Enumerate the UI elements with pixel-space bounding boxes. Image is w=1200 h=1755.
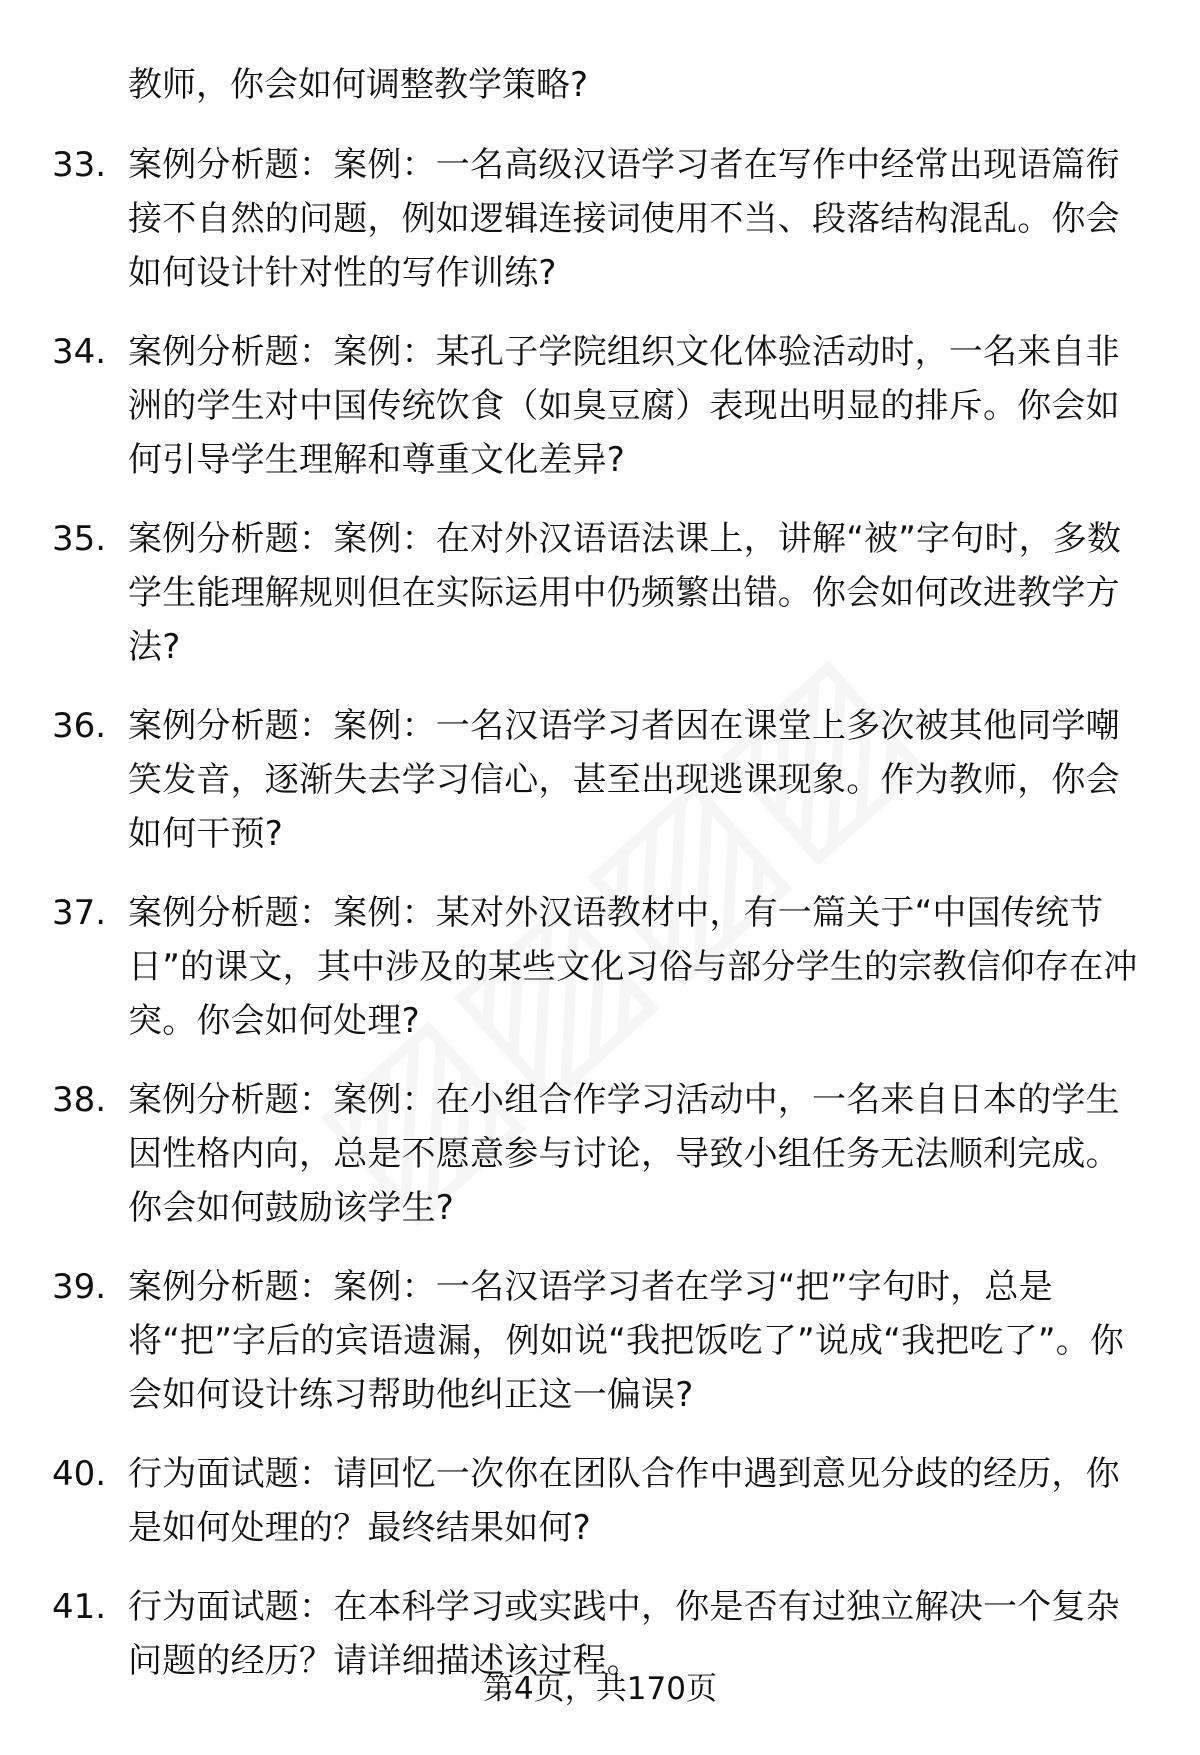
question-item xyxy=(0,1447,1200,1555)
question-number: 41. xyxy=(52,1587,107,1627)
question-item xyxy=(0,1260,1200,1422)
continuation-text: 教师，你会如何调整教学策略? xyxy=(128,65,589,105)
question-text: 案例分析题：案例：一名高级汉语学习者在写作中经常出现语篇衔接不自然的问题，例如逻辑连接词使用不当、段落结构混乱。你会如何设计针对性的写作训练? xyxy=(128,145,1120,293)
question-text: 案例分析题：案例：一名汉语学习者在学习“把”字句时，总是将“把”字后的宾语遗漏，例如说“我把饭吃了”说成“我把吃了”。你会如何设计练习帮助他纠正这一偏误? xyxy=(128,1267,1125,1415)
question-number: 39. xyxy=(52,1267,107,1307)
question-list xyxy=(0,138,1200,1713)
question-number: 36. xyxy=(52,706,107,746)
question-text: 案例分析题：案例：某孔子学院组织文化体验活动时，一名来自非洲的学生对中国传统饮食（如臭豆腐）表现出明显的排斥。你会如何引导学生理解和尊重文化差异? xyxy=(128,332,1120,480)
question-number: 37. xyxy=(52,893,107,933)
question-item xyxy=(0,512,1200,674)
question-item xyxy=(0,1073,1200,1235)
question-number: 35. xyxy=(52,519,107,559)
question-text: 案例分析题：案例：在对外汉语语法课上，讲解“被”字句时，多数学生能理解规则但在实际运用中仍频繁出错。你会如何改进教学方法? xyxy=(128,519,1122,667)
question-text: 案例分析题：案例：某对外汉语教材中，有一篇关于“中国传统节日”的课文，其中涉及的某些文化习俗与部分学生的宗教信仰存在冲突。你会如何处理? xyxy=(128,893,1138,1041)
page-footer: 第4页，共170页 xyxy=(483,1671,717,1707)
question-text: 案例分析题：案例：在小组合作学习活动中，一名来自日本的学生因性格内向，总是不愿意参与讨论，导致小组任务无法顺利完成。你会如何鼓励该学生? xyxy=(128,1080,1120,1228)
question-number: 38. xyxy=(52,1080,107,1120)
question-number: 40. xyxy=(52,1454,107,1494)
question-text: 案例分析题：案例：一名汉语学习者因在课堂上多次被其他同学嘲笑发音，逐渐失去学习信心，甚至出现逃课现象。作为教师，你会如何干预? xyxy=(128,706,1120,854)
question-item xyxy=(0,138,1200,300)
question-item xyxy=(0,699,1200,861)
question-text: 行为面试题：请回忆一次你在团队合作中遇到意见分歧的经历，你是如何处理的？最终结果如何? xyxy=(128,1454,1120,1548)
question-item xyxy=(0,325,1200,487)
question-number: 33. xyxy=(52,145,107,185)
question-item xyxy=(0,886,1200,1048)
question-text: 行为面试题：在本科学习或实践中，你是否有过独立解决一个复杂问题的经历？请详细描述该过程。 xyxy=(128,1587,1120,1681)
question-number: 34. xyxy=(52,332,107,372)
